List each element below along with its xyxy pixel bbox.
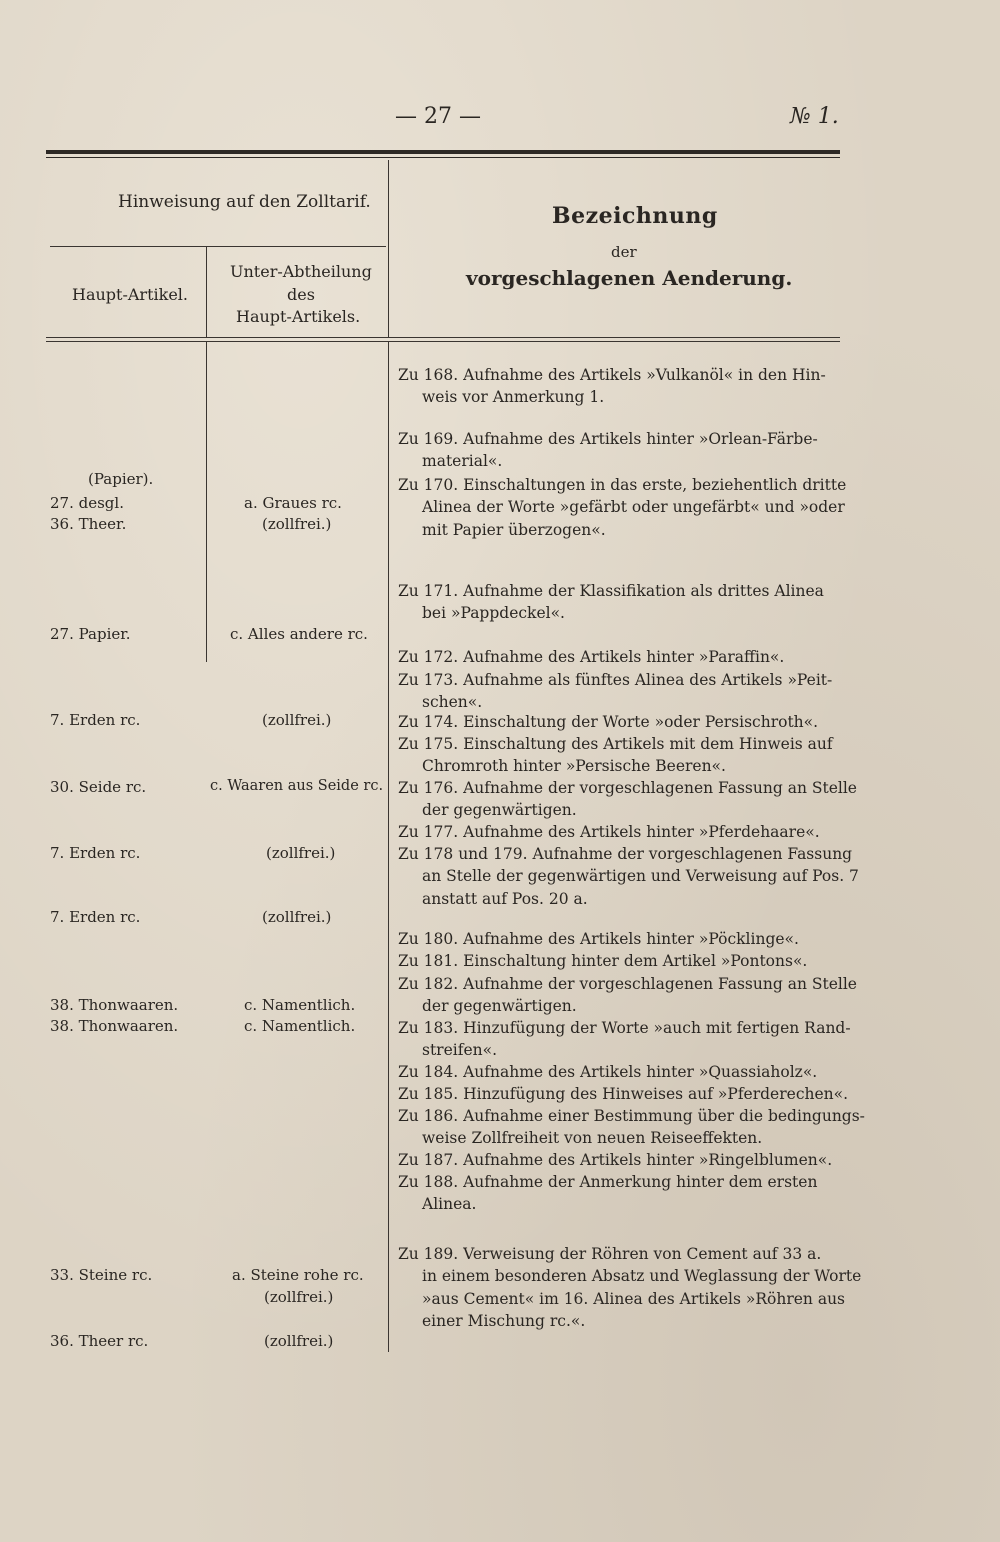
amendment-entry-continuation: der gegenwärtigen. [422,997,577,1016]
amendment-entry-line: Zu 171. Aufnahme der Klassifikation als drittes Alinea [398,582,824,600]
amendment-entry-continuation: schen«. [422,693,483,712]
mid-cell: c. Namentlich. [244,1017,356,1035]
mid-cell: c. Alles andere rc. [230,625,368,643]
amendment-entry-continuation: weis vor Anmerkung 1. [422,388,605,407]
mid-cell: c. Namentlich. [244,996,356,1014]
mid-cell: (zollfrei.) [264,1288,334,1306]
amendment-entry-line: Zu 168. Aufnahme des Artikels »Vulkanöl« in den Hin- [398,366,826,384]
amendment-entry [398,428,838,473]
amendment-entry-line: Zu 181. Einschaltung hinter dem Artikel »Pontons«. [398,952,808,970]
amendment-entry [398,843,859,910]
amendment-entry-line: Zu 184. Aufnahme des Artikels hinter »Quassiaholz«. [398,1063,818,1081]
mid-cell: (zollfrei.) [266,844,336,862]
designation-subtitle: vorgeschlagenen Aenderung. [466,266,793,290]
left-cell: 7. Erden rc. [50,844,141,862]
header-rule-thick [46,150,840,154]
left-cell: 27. Papier. [50,625,131,643]
left-cell: 30. Seide rc. [50,778,147,796]
amendment-entry-line: Zu 174. Einschaltung der Worte »oder Persischroth«. [398,713,819,731]
subdivision-header-line2: des [287,285,315,304]
left-cell: 27. desgl. [50,494,124,512]
amendment-entry-line: Zu 170. Einschaltungen in das erste, beziehentlich dritte [398,476,847,494]
amendment-entry [398,1171,838,1216]
amendment-entry [398,821,838,843]
amendment-entry-line: Zu 175. Einschaltung des Artikels mit dem Hinweis auf [398,735,833,753]
amendment-entry [398,711,838,733]
amendment-entry-line: Zu 173. Aufnahme als fünftes Alinea des Artikels »Peit- [398,671,833,689]
amendment-entry [398,973,857,1018]
amendment-entry-continuation: einer Mischung rc.«. [422,1311,586,1330]
amendment-entry-line: Zu 185. Hinzufügung des Hinweises auf »Pferderechen«. [398,1085,849,1103]
amendment-entry-line: Zu 177. Aufnahme des Artikels hinter »Pferdehaare«. [398,823,820,841]
amendment-entry [398,580,838,625]
amendment-entry-line: Zu 182. Aufnahme der vorgeschlagenen Fassung an Stelle [398,975,857,993]
amendment-entry [398,733,838,778]
left-cell: 7. Erden rc. [50,711,141,729]
amendment-entry-line: Zu 189. Verweisung der Röhren von Cement auf 33 a. [398,1245,822,1263]
amendment-entry [398,1105,865,1150]
amendment-entry-line: Zu 180. Aufnahme des Artikels hinter »Pöcklinge«. [398,930,799,948]
amendment-entry-line: Zu 186. Aufnahme einer Bestimmung über die bedingungs- [398,1107,865,1125]
amendment-entry [398,777,857,822]
left-cell: 36. Theer. [50,515,127,533]
mid-cell: (zollfrei.) [264,1332,334,1350]
subdivision-header-line1: Unter-Abtheilung [230,262,372,281]
left-cell: 38. Thonwaaren. [50,996,179,1014]
amendment-entry [398,1061,838,1083]
main-article-header: Haupt-Artikel. [72,285,188,304]
amendment-entry [398,364,838,409]
amendment-entry-line: Zu 187. Aufnahme des Artikels hinter »Ringelblumen«. [398,1151,833,1169]
page-number: — 27 — [395,104,481,129]
amendment-entry [398,1083,849,1105]
amendment-entry-continuation: bei »Pappdeckel«. [422,604,565,623]
left-cell: 36. Theer rc. [50,1332,149,1350]
mid-cell: (zollfrei.) [262,908,332,926]
mid-cell: a. Steine rohe rc. [232,1266,364,1284]
mid-cell: c. Waaren aus Seide rc. [210,778,384,794]
subdivision-header-line3: Haupt-Artikels. [236,307,361,326]
amendment-entry-continuation: der gegenwärtigen. [422,801,577,820]
reference-title: Hinweisung auf den Zolltarif. [118,192,371,212]
mid-cell: a. Graues rc. [244,494,342,512]
amendment-entry [398,928,838,950]
designation-title: Bezeichnung [552,203,718,229]
column-divider-right-body [388,342,389,1352]
amendment-entry [398,646,838,668]
amendment-entry-continuation: an Stelle der gegenwärtigen und Verweisung auf Pos. 7 [422,867,859,886]
column-divider-left-body [206,342,207,662]
amendment-entry [398,1149,838,1171]
amendment-entry-continuation: in einem besonderen Absatz und Weglassung der Worte [422,1267,862,1286]
amendment-entry-continuation: Alinea. [422,1195,477,1214]
amendment-entry-line: Zu 178 und 179. Aufnahme der vorgeschlagenen Fassung [398,845,853,863]
amendment-entry [398,669,838,714]
designation-der: der [611,243,637,261]
column-divider-right [388,160,389,338]
left-cell: 38. Thonwaaren. [50,1017,179,1035]
left-cell: 7. Erden rc. [50,908,141,926]
column-divider-left-head [206,247,207,337]
amendment-entry [398,1243,862,1332]
amendment-entry-continuation: Chromroth hinter »Persische Beeren«. [422,757,726,776]
amendment-entry-line: Zu 176. Aufnahme der vorgeschlagenen Fassung an Stelle [398,779,857,797]
table-head-rule-2 [46,341,840,342]
amendment-entry-continuation: mit Papier überzogen«. [422,520,606,539]
header-rule-thin [46,157,840,158]
amendment-entry-line: Zu 169. Aufnahme des Artikels hinter »Orlean-Färbe- [398,430,818,448]
left-cell: (Papier). [88,470,154,488]
mid-cell: (zollfrei.) [262,711,332,729]
amendment-entry-continuation: weise Zollfreiheit von neuen Reiseeffekten. [422,1129,763,1148]
left-cell: 33. Steine rc. [50,1266,153,1284]
amendment-entry-continuation: material«. [422,452,503,471]
subheader-rule [50,246,386,247]
amendment-entry-continuation: Alinea der Worte »gefärbt oder ungefärbt« und »oder [422,498,845,517]
amendment-entry-continuation: streifen«. [422,1041,498,1060]
document-marker: № 1. [790,104,839,129]
amendment-entry-continuation: »aus Cement« im 16. Alinea des Artikels »Röhren aus [422,1289,846,1308]
amendment-entry [398,1017,851,1062]
mid-cell: (zollfrei.) [262,515,332,533]
table-head-rule [46,337,840,338]
amendment-entry [398,474,847,541]
amendment-entry-line: Zu 172. Aufnahme des Artikels hinter »Paraffin«. [398,648,785,666]
amendment-entry-line: Zu 188. Aufnahme der Anmerkung hinter dem ersten [398,1173,818,1191]
amendment-entry-line: Zu 183. Hinzufügung der Worte »auch mit fertigen Rand- [398,1019,851,1037]
amendment-entry-continuation: anstatt auf Pos. 20 a. [422,889,588,908]
amendment-entry [398,950,838,972]
